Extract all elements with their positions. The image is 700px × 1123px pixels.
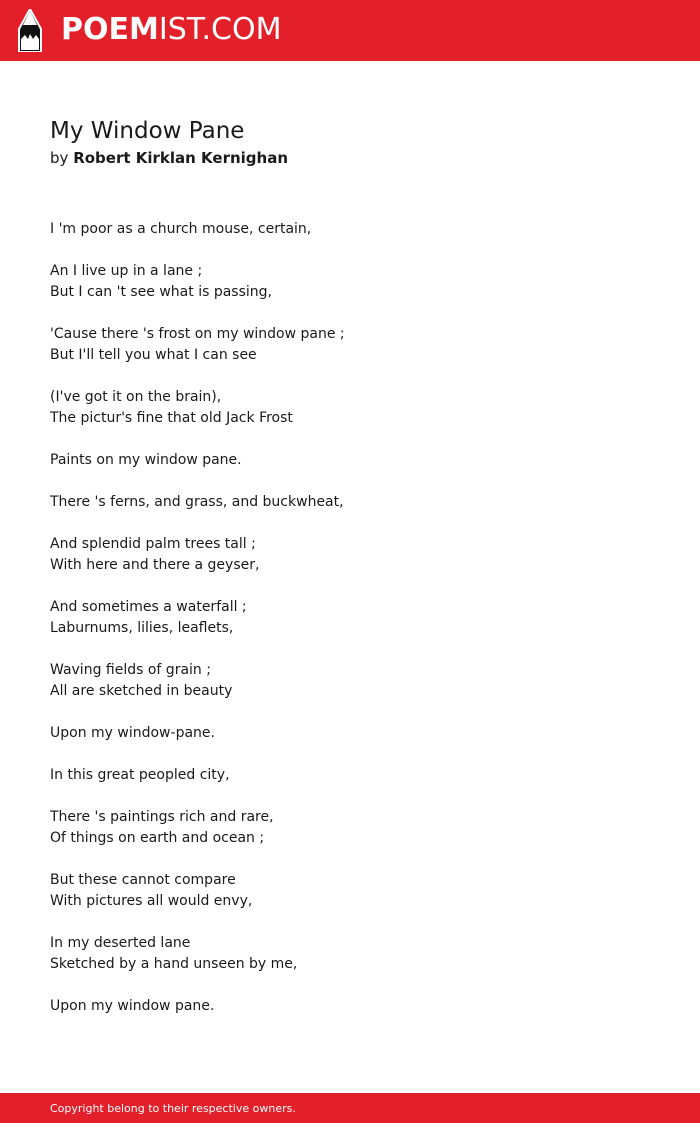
poem-line: The pictur's fine that old Jack Frost	[50, 410, 293, 426]
poem-line: With here and there a geyser,	[50, 557, 260, 573]
site-footer	[0, 1093, 700, 1123]
byline	[50, 148, 288, 169]
poem-title: My Window Pane	[50, 118, 245, 144]
poem-line: But these cannot compare	[50, 872, 236, 888]
poem-line: But I can 't see what is passing,	[50, 284, 272, 300]
poem-stanza	[50, 534, 650, 576]
poem-line: And sometimes a waterfall ;	[50, 599, 247, 615]
poem-body	[50, 219, 650, 1038]
poem-line: There 's ferns, and grass, and buckwheat,	[50, 494, 344, 510]
poem-line: In this great peopled city,	[50, 767, 230, 783]
pen-nib-icon[interactable]	[17, 9, 43, 52]
site-header	[0, 0, 700, 61]
poem-line: In my deserted lane	[50, 935, 191, 951]
poem-line: There 's paintings rich and rare,	[50, 809, 274, 825]
logo-text-light: IST.COM	[158, 12, 282, 47]
poem-line: 'Cause there 's frost on my window pane ;	[50, 326, 345, 342]
poem-stanza	[50, 261, 650, 303]
poem-line: An I live up in a lane ;	[50, 263, 203, 279]
poem-line: With pictures all would envy,	[50, 893, 253, 909]
poem-line: Waving fields of grain ;	[50, 662, 211, 678]
poem-line: Of things on earth and ocean ;	[50, 830, 265, 846]
poem-stanza	[50, 723, 650, 744]
copyright-text: Copyright belong to their respective owners.	[50, 1102, 296, 1115]
poem-stanza	[50, 933, 650, 975]
poem-stanza	[50, 807, 650, 849]
poem-line: I 'm poor as a church mouse, certain,	[50, 221, 312, 237]
poem-line: Sketched by a hand unseen by me,	[50, 956, 298, 972]
poem-line: Upon my window-pane.	[50, 725, 215, 741]
poem-line: But I'll tell you what I can see	[50, 347, 257, 363]
poem-stanza	[50, 660, 650, 702]
poem-stanza	[50, 219, 650, 240]
logo-text-bold: POEM	[61, 12, 159, 47]
byline-prefix: by	[50, 149, 69, 167]
poem-line: All are sketched in beauty	[50, 683, 233, 699]
poem-stanza	[50, 870, 650, 912]
poem-line: And splendid palm trees tall ;	[50, 536, 256, 552]
poem-stanza	[50, 765, 650, 786]
poem-stanza	[50, 597, 650, 639]
poem-stanza	[50, 492, 650, 513]
poem-line: Paints on my window pane.	[50, 452, 242, 468]
author-name: Robert Kirklan Kernighan	[73, 149, 289, 167]
poem-line: Upon my window pane.	[50, 998, 215, 1014]
poem-stanza	[50, 996, 650, 1017]
poem-line: Laburnums, lilies, leaflets,	[50, 620, 234, 636]
poem-stanza	[50, 324, 650, 366]
poem-line: (I've got it on the brain),	[50, 389, 222, 405]
site-logo[interactable]	[61, 13, 281, 47]
poem-stanza	[50, 387, 650, 429]
poem-stanza	[50, 450, 650, 471]
